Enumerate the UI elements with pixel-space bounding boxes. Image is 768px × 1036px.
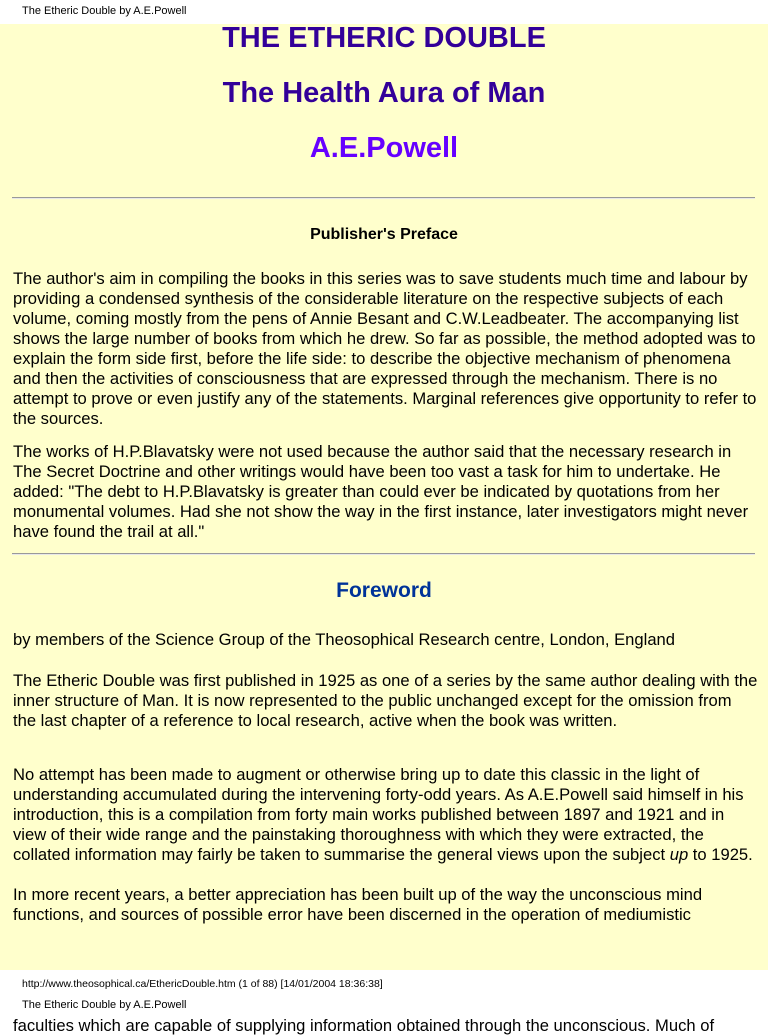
print-header-bar [0,0,768,24]
preface-paragraph-1: The author's aim in compiling the books in this series was to save students much time and labour by providing a condensed synthesis of the considerable literature on the respective subjects of each volume, coming mostly from the pens of Annie Besant and C.W.Leadbeater. The accompanying list shows the large number of books from which he drew. So far as possible, the method adopted was to explain the form side first, before the life side: to describe the objective mechanism of phenomena and then the activities of consciousness that are expressed through the mechanism. There is no attempt to prove or even justify any of the statements. Marginal references give opportunity to refer to the sources. [13,269,757,428]
next-page-cut-text: faculties which are capable of supplying information obtained through the unconscious. Much of [13,1016,715,1035]
foreword-paragraph-2 [13,765,758,865]
print-header-title: The Etheric Double by A.E.Powell [22,5,187,17]
divider [12,553,755,555]
foreword-byline: by members of the Science Group of the Theosophical Research centre, London, England [13,630,675,649]
book-title: THE ETHERIC DOUBLE [222,22,546,54]
next-page-header-title: The Etheric Double by A.E.Powell [22,999,187,1011]
foreword-heading: Foreword [336,579,432,602]
foreword-paragraph-2-text: No attempt has been made to augment or otherwise bring up to date this classic in the light of understanding accumulated during the intervening forty-odd years. As A.E.Powell said himself in his introduction, this is a compilation from forty main works published between 1897 and 1921 and in view of their wide range and the painstaking thoroughness with which they were extracted, the collated information may fairly be taken to summarise the general views upon the subject [13,765,744,864]
foreword-paragraph-1: The Etheric Double was first published in 1925 as one of a series by the same author dealing with the inner structure of Man. It is now represented to the public unchanged except for the omission from the last chapter of a reference to local research, active when the book was written. [13,671,758,730]
foreword-paragraph-2-end: to 1925. [688,845,753,864]
preface-paragraph-2: The works of H.P.Blavatsky were not used because the author said that the necessary research in The Secret Doctrine and other writings would have been too vast a task for him to undertake. He added: "The debt to H.P.Blavatsky is greater than could ever be indicated by quotations from her monumental volumes. Had she not show the way in the first instance, later investigators might never have found the trail at all." [13,442,749,541]
page-url: http://www.theosophical.ca/EthericDouble.htm (1 of 88) [14/01/2004 18:36:38] [22,978,383,990]
preface-heading: Publisher's Preface [310,226,458,243]
book-subtitle: The Health Aura of Man [222,77,546,109]
book-author: A.E.Powell [309,132,459,164]
foreword-paragraph-2-italic: up [669,845,689,864]
document-page [0,24,768,970]
foreword-paragraph-3: In more recent years, a better appreciation has been built up of the way the unconscious mind functions, and sources of possible error have been discerned in the operation of mediumistic [13,885,703,924]
next-page-fragment [0,1016,768,1035]
divider [12,197,755,199]
